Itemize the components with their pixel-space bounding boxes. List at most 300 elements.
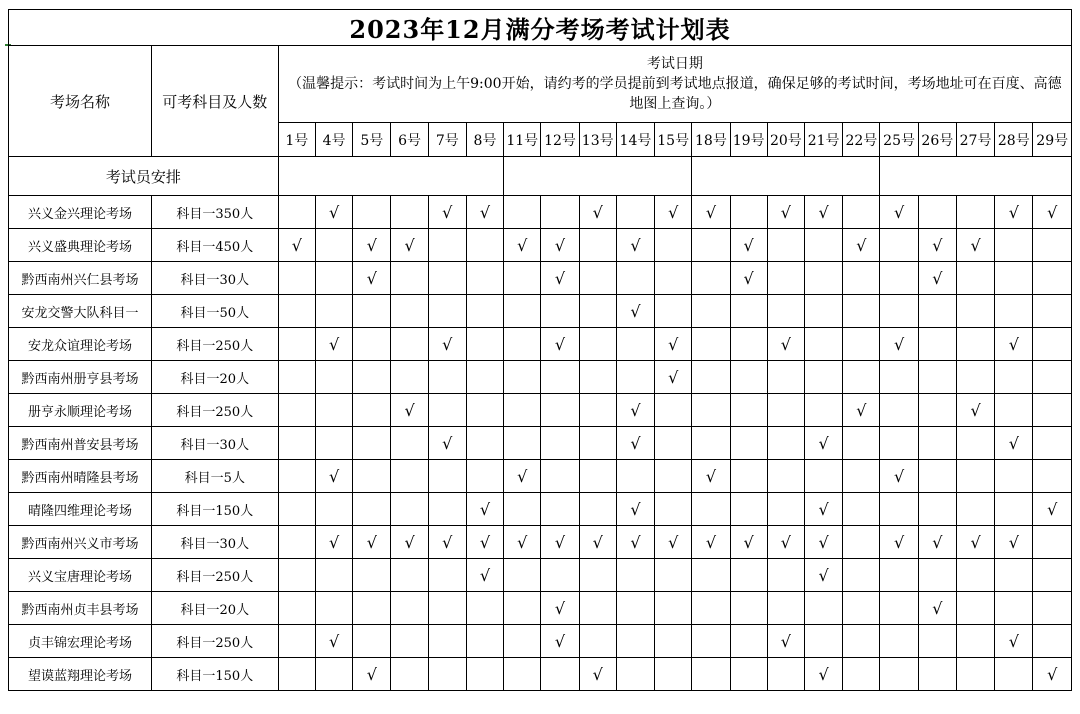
- empty-cell: [466, 460, 503, 493]
- venue-name: 黔西南州晴隆县考场: [9, 460, 152, 493]
- check-mark: √: [730, 229, 767, 262]
- check-mark: √: [541, 625, 579, 658]
- check-mark: √: [541, 262, 579, 295]
- check-mark: √: [805, 493, 843, 526]
- empty-cell: [541, 559, 579, 592]
- check-mark: √: [995, 328, 1033, 361]
- check-mark: √: [655, 196, 692, 229]
- empty-cell: [805, 460, 843, 493]
- check-mark: √: [353, 262, 391, 295]
- empty-cell: [995, 229, 1033, 262]
- empty-cell: [918, 196, 956, 229]
- check-mark: √: [466, 526, 503, 559]
- empty-cell: [880, 394, 918, 427]
- check-mark: √: [353, 229, 391, 262]
- check-mark: √: [541, 526, 579, 559]
- venue-name: 望谟蓝翔理论考场: [9, 658, 152, 691]
- empty-cell: [579, 625, 616, 658]
- empty-cell: [918, 361, 956, 394]
- empty-cell: [767, 592, 804, 625]
- venue-name: 黔西南州册亨县考场: [9, 361, 152, 394]
- check-mark: √: [918, 592, 956, 625]
- empty-cell: [353, 295, 391, 328]
- empty-cell: [956, 592, 994, 625]
- empty-cell: [579, 361, 616, 394]
- empty-cell: [655, 295, 692, 328]
- empty-cell: [995, 262, 1033, 295]
- empty-cell: [1033, 559, 1072, 592]
- empty-cell: [956, 625, 994, 658]
- empty-cell: [428, 625, 466, 658]
- empty-cell: [391, 493, 428, 526]
- check-mark: √: [579, 526, 616, 559]
- venue-name: 黔西南州兴仁县考场: [9, 262, 152, 295]
- check-mark: √: [428, 196, 466, 229]
- empty-cell: [504, 559, 541, 592]
- empty-cell: [579, 559, 616, 592]
- empty-cell: [579, 229, 616, 262]
- subject-capacity: 科目一30人: [151, 427, 278, 460]
- check-mark: √: [767, 526, 804, 559]
- subject-capacity: 科目一20人: [151, 361, 278, 394]
- empty-cell: [616, 361, 654, 394]
- empty-cell: [880, 592, 918, 625]
- venue-name: 兴义宝唐理论考场: [9, 559, 152, 592]
- empty-cell: [805, 394, 843, 427]
- empty-cell: [880, 229, 918, 262]
- subject-capacity: 科目一350人: [151, 196, 278, 229]
- empty-cell: [616, 460, 654, 493]
- check-mark: √: [504, 460, 541, 493]
- empty-cell: [805, 262, 843, 295]
- empty-cell: [956, 493, 994, 526]
- exam-date-header: [278, 46, 1071, 123]
- venue-name: 黔西南州兴义市考场: [9, 526, 152, 559]
- empty-cell: [504, 493, 541, 526]
- empty-cell: [504, 328, 541, 361]
- empty-cell: [428, 559, 466, 592]
- empty-cell: [353, 559, 391, 592]
- empty-cell: [805, 625, 843, 658]
- table-row: [9, 526, 1072, 559]
- empty-cell: [579, 328, 616, 361]
- empty-cell: [616, 262, 654, 295]
- check-mark: √: [995, 196, 1033, 229]
- date-header: 25号: [880, 123, 918, 157]
- staff-label: 考试员安排: [9, 157, 279, 196]
- check-mark: √: [428, 526, 466, 559]
- table-row: [9, 592, 1072, 625]
- check-mark: √: [1033, 196, 1072, 229]
- empty-cell: [843, 460, 880, 493]
- table-row: [9, 559, 1072, 592]
- empty-cell: [918, 658, 956, 691]
- empty-cell: [353, 394, 391, 427]
- empty-cell: [730, 460, 767, 493]
- empty-cell: [278, 592, 315, 625]
- subject-capacity: 科目一30人: [151, 262, 278, 295]
- empty-cell: [655, 262, 692, 295]
- empty-cell: [541, 427, 579, 460]
- empty-cell: [767, 229, 804, 262]
- exam-notice: （温馨提示：考试时间为上午9:00开始，请约考的学员提前到考试地点报道，确保足够的考试时间，考场地址可在百度、高德地图上查询。）: [288, 76, 1062, 112]
- date-header: 26号: [918, 123, 956, 157]
- empty-cell: [843, 526, 880, 559]
- empty-cell: [767, 427, 804, 460]
- empty-cell: [730, 328, 767, 361]
- check-mark: √: [579, 196, 616, 229]
- check-mark: √: [428, 427, 466, 460]
- staff-cell: [880, 157, 1072, 196]
- empty-cell: [315, 658, 352, 691]
- empty-cell: [315, 295, 352, 328]
- empty-cell: [1033, 394, 1072, 427]
- check-mark: √: [843, 229, 880, 262]
- empty-cell: [541, 460, 579, 493]
- check-mark: √: [616, 295, 654, 328]
- check-mark: √: [353, 658, 391, 691]
- table-row: [9, 493, 1072, 526]
- empty-cell: [466, 328, 503, 361]
- empty-cell: [278, 658, 315, 691]
- empty-cell: [504, 262, 541, 295]
- empty-cell: [956, 262, 994, 295]
- page-title: 2023年12月满分考场考试计划表: [9, 10, 1072, 46]
- empty-cell: [805, 328, 843, 361]
- empty-cell: [278, 328, 315, 361]
- check-mark: √: [767, 625, 804, 658]
- empty-cell: [353, 592, 391, 625]
- empty-cell: [843, 592, 880, 625]
- empty-cell: [805, 295, 843, 328]
- empty-cell: [843, 262, 880, 295]
- empty-cell: [428, 262, 466, 295]
- empty-cell: [880, 625, 918, 658]
- empty-cell: [541, 361, 579, 394]
- check-mark: √: [692, 460, 730, 493]
- empty-cell: [767, 262, 804, 295]
- empty-cell: [956, 427, 994, 460]
- check-mark: √: [805, 196, 843, 229]
- empty-cell: [730, 559, 767, 592]
- date-header: 29号: [1033, 123, 1072, 157]
- empty-cell: [428, 361, 466, 394]
- empty-cell: [541, 493, 579, 526]
- empty-cell: [730, 427, 767, 460]
- venue-name: 安龙众谊理论考场: [9, 328, 152, 361]
- date-header: 20号: [767, 123, 804, 157]
- check-mark: √: [880, 196, 918, 229]
- empty-cell: [880, 493, 918, 526]
- empty-cell: [880, 559, 918, 592]
- empty-cell: [1033, 526, 1072, 559]
- check-mark: √: [655, 361, 692, 394]
- subject-capacity: 科目一250人: [151, 394, 278, 427]
- empty-cell: [353, 427, 391, 460]
- empty-cell: [995, 559, 1033, 592]
- staff-cell: [692, 157, 880, 196]
- empty-cell: [655, 625, 692, 658]
- empty-cell: [541, 658, 579, 691]
- empty-cell: [767, 394, 804, 427]
- empty-cell: [730, 625, 767, 658]
- empty-cell: [353, 493, 391, 526]
- check-mark: √: [616, 427, 654, 460]
- empty-cell: [579, 493, 616, 526]
- empty-cell: [692, 328, 730, 361]
- empty-cell: [466, 361, 503, 394]
- empty-cell: [353, 328, 391, 361]
- table-row: [9, 625, 1072, 658]
- date-header: 28号: [995, 123, 1033, 157]
- empty-cell: [655, 493, 692, 526]
- empty-cell: [1033, 229, 1072, 262]
- empty-cell: [918, 427, 956, 460]
- date-header: 22号: [843, 123, 880, 157]
- subject-capacity: 科目一150人: [151, 493, 278, 526]
- empty-cell: [995, 493, 1033, 526]
- empty-cell: [655, 460, 692, 493]
- empty-cell: [692, 658, 730, 691]
- empty-cell: [541, 196, 579, 229]
- venue-name: 贞丰锦宏理论考场: [9, 625, 152, 658]
- check-mark: √: [391, 229, 428, 262]
- empty-cell: [918, 625, 956, 658]
- check-mark: √: [918, 526, 956, 559]
- empty-cell: [805, 361, 843, 394]
- check-mark: √: [315, 328, 352, 361]
- subject-capacity: 科目一250人: [151, 559, 278, 592]
- empty-cell: [730, 658, 767, 691]
- empty-cell: [995, 460, 1033, 493]
- empty-cell: [391, 196, 428, 229]
- empty-cell: [843, 625, 880, 658]
- date-header: 7号: [428, 123, 466, 157]
- date-header: 8号: [466, 123, 503, 157]
- check-mark: √: [616, 493, 654, 526]
- empty-cell: [278, 559, 315, 592]
- check-mark: √: [616, 526, 654, 559]
- venue-name: 兴义金兴理论考场: [9, 196, 152, 229]
- empty-cell: [616, 658, 654, 691]
- empty-cell: [315, 427, 352, 460]
- check-mark: √: [1033, 658, 1072, 691]
- check-mark: √: [541, 592, 579, 625]
- check-mark: √: [730, 262, 767, 295]
- staff-cell: [278, 157, 503, 196]
- empty-cell: [391, 460, 428, 493]
- empty-cell: [428, 658, 466, 691]
- empty-cell: [730, 295, 767, 328]
- empty-cell: [956, 196, 994, 229]
- empty-cell: [466, 427, 503, 460]
- check-mark: √: [767, 328, 804, 361]
- empty-cell: [918, 394, 956, 427]
- exam-plan-table: [8, 9, 1072, 691]
- check-mark: √: [1033, 493, 1072, 526]
- venue-name: 黔西南州贞丰县考场: [9, 592, 152, 625]
- table-row: [9, 361, 1072, 394]
- empty-cell: [1033, 295, 1072, 328]
- check-mark: √: [995, 427, 1033, 460]
- date-header: 19号: [730, 123, 767, 157]
- empty-cell: [466, 625, 503, 658]
- empty-cell: [1033, 625, 1072, 658]
- empty-cell: [391, 625, 428, 658]
- table-row: [9, 229, 1072, 262]
- check-mark: √: [278, 229, 315, 262]
- date-header: 14号: [616, 123, 654, 157]
- empty-cell: [730, 361, 767, 394]
- empty-cell: [805, 592, 843, 625]
- check-mark: √: [918, 229, 956, 262]
- venue-name: 兴义盛典理论考场: [9, 229, 152, 262]
- empty-cell: [730, 196, 767, 229]
- table-row: [9, 658, 1072, 691]
- empty-cell: [541, 394, 579, 427]
- check-mark: √: [805, 427, 843, 460]
- check-mark: √: [616, 229, 654, 262]
- empty-cell: [428, 493, 466, 526]
- check-mark: √: [315, 460, 352, 493]
- empty-cell: [655, 427, 692, 460]
- empty-cell: [692, 559, 730, 592]
- check-mark: √: [956, 526, 994, 559]
- empty-cell: [428, 592, 466, 625]
- empty-cell: [843, 658, 880, 691]
- empty-cell: [391, 328, 428, 361]
- date-header: 5号: [353, 123, 391, 157]
- check-mark: √: [655, 328, 692, 361]
- date-header: 18号: [692, 123, 730, 157]
- empty-cell: [616, 196, 654, 229]
- check-mark: √: [805, 559, 843, 592]
- empty-cell: [918, 559, 956, 592]
- empty-cell: [428, 229, 466, 262]
- empty-cell: [428, 394, 466, 427]
- empty-cell: [278, 460, 315, 493]
- empty-cell: [692, 295, 730, 328]
- empty-cell: [315, 394, 352, 427]
- empty-cell: [692, 427, 730, 460]
- venue-column-header: 考场名称: [9, 46, 152, 157]
- check-mark: √: [315, 625, 352, 658]
- empty-cell: [730, 592, 767, 625]
- date-header: 15号: [655, 123, 692, 157]
- empty-cell: [315, 229, 352, 262]
- empty-cell: [466, 262, 503, 295]
- empty-cell: [1033, 328, 1072, 361]
- empty-cell: [843, 361, 880, 394]
- table-row: [9, 196, 1072, 229]
- date-header: 6号: [391, 123, 428, 157]
- empty-cell: [730, 493, 767, 526]
- venue-name: 安龙交警大队科目一: [9, 295, 152, 328]
- empty-cell: [767, 361, 804, 394]
- empty-cell: [278, 295, 315, 328]
- check-mark: √: [805, 658, 843, 691]
- empty-cell: [353, 361, 391, 394]
- empty-cell: [880, 427, 918, 460]
- empty-cell: [579, 427, 616, 460]
- empty-cell: [616, 328, 654, 361]
- empty-cell: [692, 493, 730, 526]
- check-mark: √: [805, 526, 843, 559]
- date-header: 12号: [541, 123, 579, 157]
- date-header: 11号: [504, 123, 541, 157]
- check-mark: √: [504, 229, 541, 262]
- empty-cell: [918, 328, 956, 361]
- empty-cell: [1033, 592, 1072, 625]
- table-row: [9, 328, 1072, 361]
- check-mark: √: [504, 526, 541, 559]
- empty-cell: [391, 658, 428, 691]
- empty-cell: [805, 229, 843, 262]
- empty-cell: [956, 295, 994, 328]
- empty-cell: [391, 592, 428, 625]
- empty-cell: [504, 625, 541, 658]
- empty-cell: [278, 625, 315, 658]
- empty-cell: [880, 361, 918, 394]
- empty-cell: [391, 262, 428, 295]
- check-mark: √: [995, 526, 1033, 559]
- subjects-column-header: 可考科目及人数: [151, 46, 278, 157]
- empty-cell: [278, 361, 315, 394]
- table-row: [9, 394, 1072, 427]
- date-header: 21号: [805, 123, 843, 157]
- check-mark: √: [466, 559, 503, 592]
- check-mark: √: [880, 460, 918, 493]
- check-mark: √: [956, 394, 994, 427]
- empty-cell: [579, 295, 616, 328]
- date-header: 13号: [579, 123, 616, 157]
- empty-cell: [956, 361, 994, 394]
- empty-cell: [1033, 361, 1072, 394]
- empty-cell: [995, 658, 1033, 691]
- empty-cell: [843, 295, 880, 328]
- empty-cell: [278, 196, 315, 229]
- empty-cell: [504, 295, 541, 328]
- empty-cell: [278, 394, 315, 427]
- empty-cell: [1033, 427, 1072, 460]
- subject-capacity: 科目一250人: [151, 328, 278, 361]
- empty-cell: [504, 196, 541, 229]
- empty-cell: [843, 328, 880, 361]
- check-mark: √: [315, 526, 352, 559]
- check-mark: √: [541, 328, 579, 361]
- table-row: [9, 295, 1072, 328]
- check-mark: √: [391, 526, 428, 559]
- check-mark: √: [880, 328, 918, 361]
- empty-cell: [315, 592, 352, 625]
- empty-cell: [843, 559, 880, 592]
- empty-cell: [504, 361, 541, 394]
- empty-cell: [655, 559, 692, 592]
- empty-cell: [504, 394, 541, 427]
- empty-cell: [466, 658, 503, 691]
- empty-cell: [466, 394, 503, 427]
- check-mark: √: [428, 328, 466, 361]
- empty-cell: [504, 658, 541, 691]
- empty-cell: [428, 460, 466, 493]
- empty-cell: [995, 295, 1033, 328]
- empty-cell: [466, 229, 503, 262]
- empty-cell: [692, 592, 730, 625]
- date-header: 4号: [315, 123, 352, 157]
- empty-cell: [730, 394, 767, 427]
- empty-cell: [278, 526, 315, 559]
- empty-cell: [278, 427, 315, 460]
